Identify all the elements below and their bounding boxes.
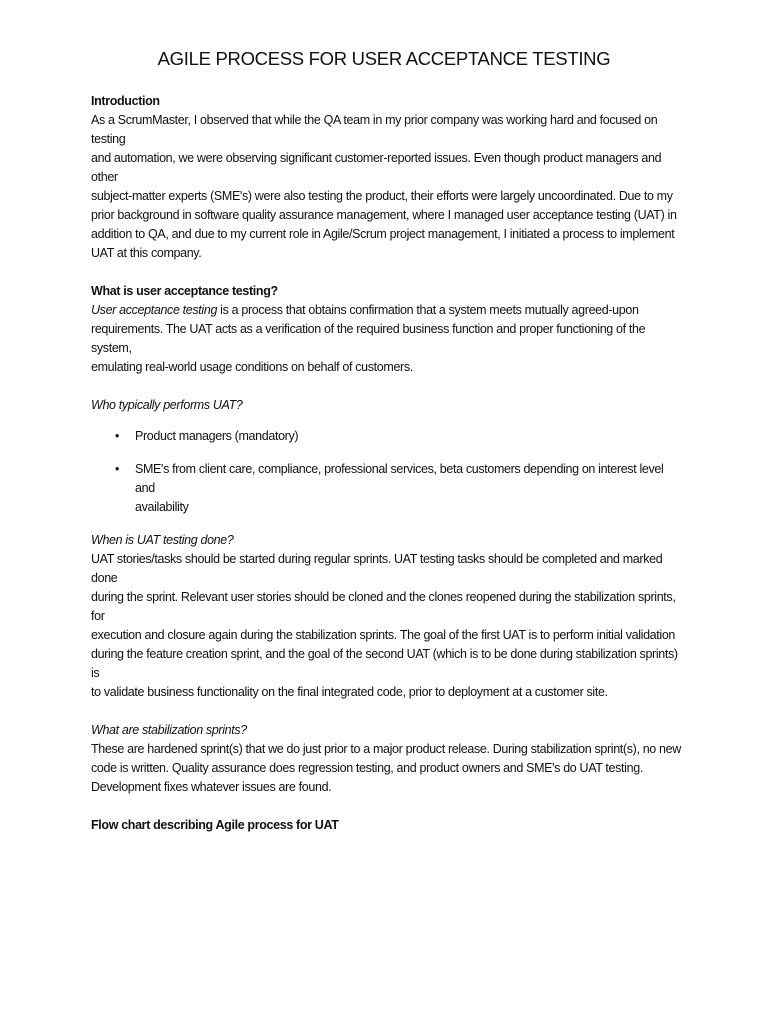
intro-line: subject-matter experts (SME's) were also testing the product, their efforts were largely uncoordinated. Due to my [91,189,673,203]
intro-line: and automation, we were observing significant customer-reported issues. Even though product managers and other [91,151,662,184]
spacer [91,377,681,396]
bullet-icon: • [115,462,120,476]
who-performs-heading: Who typically performs UAT? [91,398,243,412]
what-is-uat-heading: What is user acceptance testing? [91,284,278,298]
list-item-text: SME's from client care, compliance, professional services, beta customers depending on interest level and [135,462,664,495]
when-heading: When is UAT testing done? [91,533,234,547]
intro-line: As a ScrumMaster, I observed that while the QA team in my prior company was working hard and focused on testing [91,113,658,146]
intro-line: addition to QA, and due to my current role in Agile/Scrum project management, I initiated a process to implement [91,227,675,241]
stabilization-line: These are hardened sprint(s) that we do just prior to a major product release. During stabilization sprint(s), no new [91,742,681,756]
when-line: UAT stories/tasks should be started during regular sprints. UAT testing tasks should be completed and marked done [91,552,663,585]
when-line: during the sprint. Relevant user stories should be cloned and the clones reopened during the stabilization sprints, for [91,590,676,623]
list-item-text: availability [135,500,189,514]
document-body [91,92,681,835]
when-line: during the feature creation sprint, and the goal of the second UAT (which is to be done during stabilization sprints) is [91,647,678,680]
stabilization-heading: What are stabilization sprints? [91,723,247,737]
who-performs-list [91,427,681,517]
list-item-text: Product managers (mandatory) [135,429,299,443]
uat-term: User acceptance testing [91,303,218,317]
what-is-uat-line: emulating real-world usage conditions on behalf of customers. [91,360,413,374]
flowchart-heading: Flow chart describing Agile process for UAT [91,818,339,832]
stabilization-line: code is written. Quality assurance does regression testing, and product owners and SME's do UAT testing. [91,761,643,775]
when-line: to validate business functionality on the final integrated code, prior to deployment at a customer site. [91,685,608,699]
spacer [91,702,681,721]
what-is-uat-line: requirements. The UAT acts as a verification of the required business function and proper functioning of the system, [91,322,646,355]
uat-definition-start: is a process that obtains confirmation that a system meets mutually agreed-upon [217,303,639,317]
when-line: execution and closure again during the stabilization sprints. The goal of the first UAT is to perform initial validation [91,628,676,642]
spacer [91,263,681,282]
intro-line: UAT at this company. [91,246,202,260]
list-item [91,427,681,446]
what-is-uat-line [91,301,681,320]
bullet-icon: • [115,429,120,443]
spacer [91,797,681,816]
list-item [91,460,681,517]
intro-heading: Introduction [91,94,160,108]
intro-line: prior background in software quality assurance management, where I managed user acceptance testing (UAT) in [91,208,677,222]
page-title: AGILE PROCESS FOR USER ACCEPTANCE TESTING [157,48,611,69]
stabilization-line: Development fixes whatever issues are found. [91,780,332,794]
